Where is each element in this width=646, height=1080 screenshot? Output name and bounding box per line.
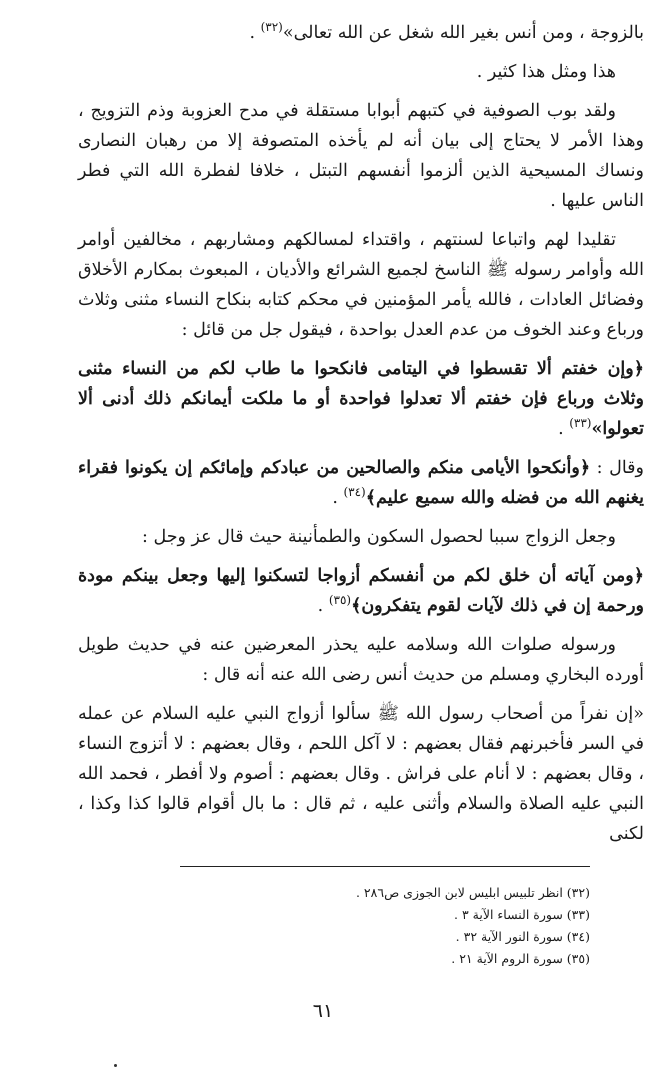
paragraph-text: »: [282, 23, 294, 43]
body-paragraph: [78, 522, 644, 552]
footnote-reference: (٣٢): [260, 20, 283, 35]
paragraph-text: هذا ومثل هذا كثير .: [476, 62, 616, 82]
quran-verse-paragraph: [78, 354, 644, 444]
page-number: ٦١: [312, 1000, 334, 1022]
paragraph-text: .: [317, 596, 329, 616]
footnote-item: (٣٢) انظر تلبيس ابليس لابن الجوزى ص٢٨٦ .: [355, 885, 590, 900]
footnotes: [180, 882, 590, 970]
quran-verse-paragraph: [78, 561, 644, 621]
verse-text: ﴿وإن خفتم ألا تقسطوا في اليتامى فانكحوا ما طاب لكم من النساء مثنى وثلاث ورباع فإن خفتم ألا تعدلوا فواحدة أو ما ملكت أيمانكم ذلك أدنى ألا تعولوا»: [78, 359, 644, 439]
paragraph-text: وجعل الزواج سببا لحصول السكون والطمأنينة حيث قال عز وجل :: [141, 527, 616, 547]
body-paragraph: [78, 225, 644, 345]
print-speck: [114, 1064, 117, 1067]
verse-text: ﴿وأنكحوا الأيامى منكم والصالحين من عبادكم وإمائكم إن يكونوا فقراء يغنهم الله من فضله والله سميع عليم﴾: [78, 458, 644, 508]
footnote-item: (٣٣) سورة النساء الآية ٣ .: [454, 907, 590, 922]
paragraph-text: .: [558, 419, 570, 439]
paragraph-text: .: [332, 488, 344, 508]
body-paragraph: [78, 96, 644, 216]
footnote-separator: [180, 866, 590, 867]
paragraph-text: بالزوجة ، ومن أنس بغير الله شغل عن الله تعالى: [293, 23, 644, 43]
paragraph-text: وقال :: [590, 458, 644, 478]
body-paragraph: [78, 699, 644, 849]
paragraph-text: «إن نفراً من أصحاب رسول الله ﷺ سألوا أزواج النبي عليه السلام عن عمله في السر فأخبرنهم فقال بعضهم : لا آكل اللحم ، وقال بعضهم : لا أتزوج النساء ، وقال بعضهم : لا أنام على فراش . وقال بعضهم : أصوم ولا أفطر ، فحمد الله النبي عليه الصلاة والسلام وأثنى عليه ، ثم قال : ما بال أقوام قالوا كذا وكذا ، لكنى: [78, 704, 644, 844]
footnote-reference: (٣٣): [569, 416, 592, 431]
footnote-item: (٣٤) سورة النور الآية ٣٢ .: [455, 929, 590, 944]
paragraph-text: ولقد بوب الصوفية في كتبهم أبوابا مستقلة في مدح العزوبة وذم التزويج ، وهذا الأمر لا يحتاج إلى بيان أنه لم يأخذه المتصوفة إلا من رهبان النصارى ونساك المسيحية الذين ألزموا أنفسهم التبتل ، خلافا لفطرة الله التي فطر الناس عليها .: [78, 101, 644, 211]
main-text: [78, 18, 644, 858]
paragraph-text: .: [249, 23, 261, 43]
verse-text: ﴿ومن آياته أن خلق لكم من أنفسكم أزواجا لتسكنوا إليها وجعل بينكم مودة ورحمة إن في ذلك لآيات لقوم يتفكرون﴾: [78, 566, 644, 616]
footnote-reference: (٣٥): [328, 593, 352, 608]
body-paragraph: [78, 630, 644, 690]
body-paragraph: [78, 453, 644, 513]
paragraph-text: تقليدا لهم واتباعا لسنتهم ، واقتداء لمسالكهم ومشاربهم ، مخالفين أوامر الله وأوامر رسوله ﷺ الناسخ لجميع الشرائع والأديان ، المبعوث بمكارم الأخلاق وفضائل العادات ، فالله يأمر المؤمنين في محكم كتابه بنكاح النساء مثنى وثلاث ورباع وعند الخوف من عدم العدل بواحدة ، فيقول جل من قائل :: [78, 230, 644, 340]
body-paragraph: [78, 57, 644, 87]
body-paragraph: [78, 18, 644, 48]
footnote-item: (٣٥) سورة الروم الآية ٢١ .: [451, 951, 590, 966]
footnote-reference: (٣٤): [343, 485, 366, 500]
paragraph-text: ورسوله صلوات الله وسلامه عليه يحذر المعرضين عنه في حديث طويل أورده البخاري ومسلم من حديث أنس رضى الله عنه أنه قال :: [78, 635, 644, 685]
